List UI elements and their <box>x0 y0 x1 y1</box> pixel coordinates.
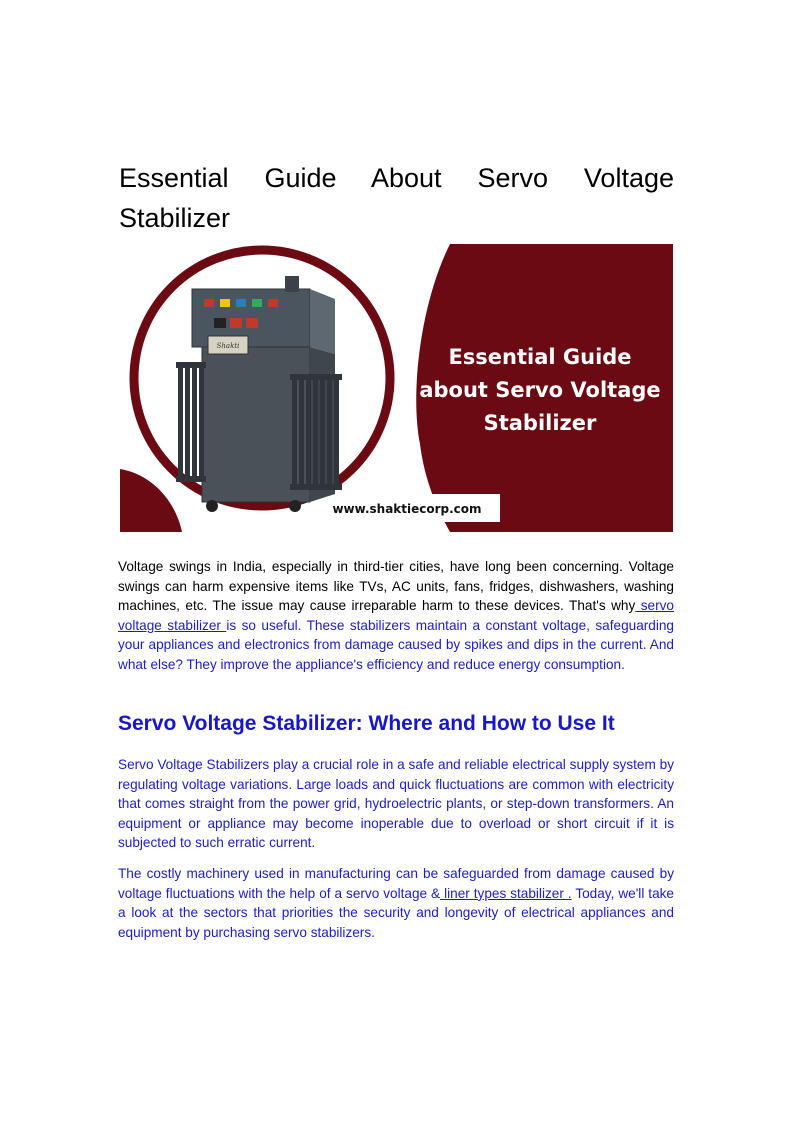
intro-text-black: Voltage swings in India, especially in third-tier cities, have long been concerning. Voltage swings can harm expensive items like TVs, AC units, fans, fridges, dishwashers, washing machines, etc. The issue may cause irreparable harm to these devices. That's why <box>118 559 674 614</box>
banner-heading-line2: about Servo Voltage <box>419 378 661 402</box>
banner-heading-line3: Stabilizer <box>483 411 597 435</box>
paragraph-3 <box>118 864 674 942</box>
banner-website: www.shaktiecorp.com <box>332 502 482 516</box>
stabilizer-machine-illustration <box>176 276 342 512</box>
intro-text-blue: is so useful. These stabilizers maintain a constant voltage, safeguarding your appliances and electronics from damage caused by spikes and dips in the current. And what else? They improve the appliance's efficiency and reduce energy consumption. <box>118 617 674 672</box>
para3-text-b: Today, we'll take a look at the sectors that priorities the security and longevity of electrical appliances and equipment by purchasing servo stabilizers. <box>118 885 674 940</box>
intro-paragraph <box>118 557 674 675</box>
banner-heading-line1: Essential Guide <box>448 345 632 369</box>
banner-image <box>120 244 673 532</box>
section-heading: Servo Voltage Stabilizer: Where and How to Use It <box>118 712 615 735</box>
paragraph-2: Servo Voltage Stabilizers play a crucial role in a safe and reliable electrical supply system by regulating voltage variations. Large loads and quick fluctuations are common with electricity that comes straight from the power grid, hydroelectric plants, or step-down transformers. An equipment or appliance may become inoperable due to overload or short circuit if it is subjected to such erratic current. <box>118 757 674 851</box>
liner-types-stabilizer-link[interactable]: liner types stabilizer . <box>440 885 572 901</box>
article-title: Essential Guide About Servo Voltage Stabilizer <box>119 163 674 233</box>
para3-text-a: The costly machinery used in manufacturing can be safeguarded from damage caused by voltage fluctuations with the help of a servo voltage & <box>118 866 674 901</box>
brand-plate-text: Shakti <box>216 342 240 350</box>
servo-voltage-stabilizer-link[interactable]: servo voltage stabilizer <box>118 598 674 633</box>
